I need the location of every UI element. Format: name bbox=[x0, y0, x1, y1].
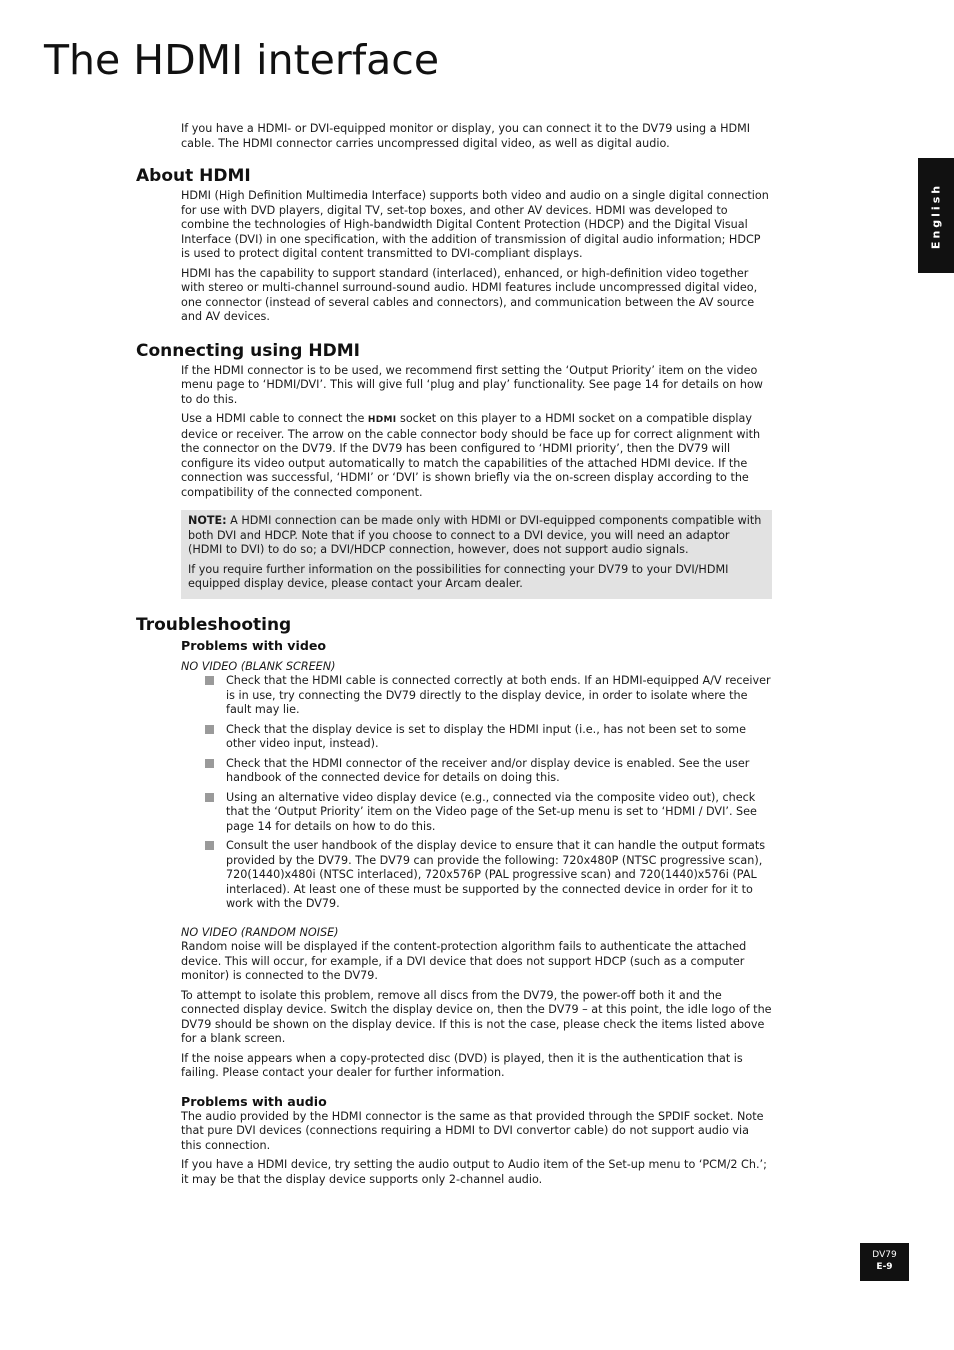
language-tab bbox=[918, 158, 954, 273]
list-item bbox=[181, 674, 772, 718]
hdmi-socket-label: HDMI bbox=[367, 415, 397, 425]
about-paragraph-1: HDMI (High Definition Multimedia Interface) supports both video and audio on a single digital connection for use with DVD players, digital TV, set-top boxes, and other AV devices. HDMI was developed to combine the technologies of High-bandwidth Digital Content Protection (HDCP) and the Digital Visual Interface (DVI) in one specification, with the addition of transmission of digital audio information; HDCP is used to protect digital content transmitted to DVI-compliant displays. bbox=[181, 189, 769, 260]
list-item-text: Check that the display device is set to display the HDMI input (i.e., has not been set to some other video input, instead). bbox=[226, 722, 746, 750]
connecting-section bbox=[181, 364, 772, 599]
audio-paragraph-2: If you have a HDMI device, try setting the audio output to Audio item of the Set-up menu to ‘PCM/2 Ch.’; it may be that the display device supports only 2-channel audio. bbox=[181, 1158, 767, 1186]
blank-screen-title: NO VIDEO (BLANK SCREEN) bbox=[181, 659, 336, 673]
list-item bbox=[181, 791, 772, 835]
audio-paragraph-1: The audio provided by the HDMI connector is the same as that provided through the SPDIF socket. Note that pure DVI devices (connections requiring a HDMI to DVI convertor cable) do not support audio via this connection. bbox=[181, 1109, 764, 1152]
main-content bbox=[136, 122, 776, 1192]
troubleshooting-section bbox=[181, 638, 772, 1188]
note-text: A HDMI connection can be made only with HDMI or DVI-equipped components compatible with both DVI and HDCP. Note that if you choose to connect to a DVI device, you will need an adaptor (HDMI to DVI) to do so; a DVI/HDCP connection, however, does not support audio signals. bbox=[188, 514, 762, 556]
list-item-text: Check that the HDMI cable is connected correctly at both ends. If an HDMI-equipped A/V receiver is in use, try connecting the DV79 directly to the display device, in order to isolate where the fault may lie. bbox=[226, 674, 771, 716]
page-number-badge bbox=[860, 1243, 909, 1281]
noise-paragraph-2: To attempt to isolate this problem, remove all discs from the DV79, the power-off both it and the connected display device. Switch the display device on, then the DV79 – at this point, the idle logo of the DV79 should be shown on the display device. If this is not the case, please check the items listed above for a blank screen. bbox=[181, 988, 772, 1045]
square-bullet-icon bbox=[205, 759, 214, 768]
troubleshooting-heading: Troubleshooting bbox=[136, 614, 292, 635]
square-bullet-icon bbox=[205, 725, 214, 734]
intro-paragraph: If you have a HDMI- or DVI-equipped monitor or display, you can connect it to the DV79 using a HDMI cable. The HDMI connector carries uncompressed digital video, as well as digital audio. bbox=[181, 122, 751, 150]
list-item-text: Consult the user handbook of the display device to ensure that it can handle the output formats provided by the DV79. The DV79 can provide the following: 720x480P (NTSC progressive scan), 720(1440)x480i (NTSC interlaced), 720x576P (PAL progressive scan) and 720(1440)x576i (PAL interlaced). At least one of these must be supported by the connected device in order for it to work with the DV79. bbox=[226, 839, 766, 910]
list-item bbox=[181, 723, 772, 752]
page-number: E-9 bbox=[876, 1262, 893, 1272]
note-paragraph-1 bbox=[188, 514, 765, 558]
intro-block bbox=[181, 122, 772, 151]
model-name: DV79 bbox=[872, 1250, 897, 1260]
square-bullet-icon bbox=[205, 676, 214, 685]
noise-paragraph-1: Random noise will be displayed if the content-protection algorithm fails to authenticate the attached device. This will occur, for example, if a DVI device that does not support HDCP (such as a computer monitor) is connected to the DV79. bbox=[181, 940, 747, 982]
about-heading: About HDMI bbox=[136, 166, 251, 186]
list-item-text: Using an alternative video display device (e.g., connected via the composite video out), check that the ‘Output Priority’ item on the Video page of the Set-up menu is set to ‘HDMI / DVI’. See page 14 for details on how to do this. bbox=[226, 790, 757, 833]
about-section bbox=[181, 189, 772, 325]
connecting-p2-end: socket on this player to a HDMI socket on a compatible display device or receiver. The arrow on the cable connector body should be face up for correct alignment with the connector on the DV79. If the DV79 has been configured to ‘HDMI priority’, then the DV79 will configure its video output automatically to match the capabilities of the attached HDMI device. If the connection was successful, ‘HDMI’ or ‘DVI’ is shown briefly via the on-screen display according to the compatibility of the connected component. bbox=[181, 412, 761, 499]
connecting-paragraph-1: If the HDMI connector is to be used, we recommend first setting the ‘Output Priority’ item on the video menu page to ‘HDMI/DVI’. This will give full ‘plug and play’ functionality. See page 14 for details on how to do this. bbox=[181, 363, 763, 406]
connecting-p2-start: Use a HDMI cable to connect the bbox=[181, 412, 368, 425]
about-paragraph-2: HDMI has the capability to support standard (interlaced), enhanced, or high-definition video together with stereo or multi-channel surround-sound audio. HDMI features include uncompressed digital video, one connector (instead of several cables and connectors), and communication between the AV source and AV devices. bbox=[181, 266, 758, 323]
noise-paragraph-3: If the noise appears when a copy-protected disc (DVD) is played, then it is the authentication that is failing. Please contact your dealer for further information. bbox=[181, 1051, 743, 1079]
list-item-text: Check that the HDMI connector of the receiver and/or display device is enabled. See the user handbook of the connected device for details on doing this. bbox=[226, 756, 750, 784]
random-noise-title: NO VIDEO (RANDOM NOISE) bbox=[181, 925, 339, 939]
note-box bbox=[181, 510, 772, 599]
note-label: NOTE: bbox=[188, 514, 227, 527]
note-paragraph-2: If you require further information on the possibilities for connecting your DV79 to your DVI/HDMI equipped display device, please contact your Arcam dealer. bbox=[188, 562, 729, 590]
audio-problems-heading: Problems with audio bbox=[181, 1093, 327, 1109]
list-item bbox=[181, 839, 772, 912]
video-problems-heading: Problems with video bbox=[181, 637, 327, 653]
square-bullet-icon bbox=[205, 841, 214, 850]
connecting-heading: Connecting using HDMI bbox=[136, 340, 360, 361]
page-title: The HDMI interface bbox=[44, 36, 440, 84]
square-bullet-icon bbox=[205, 793, 214, 802]
blank-screen-list bbox=[181, 674, 772, 912]
list-item bbox=[181, 757, 772, 786]
connecting-paragraph-2 bbox=[181, 412, 772, 500]
language-tab-label: English bbox=[929, 182, 943, 249]
